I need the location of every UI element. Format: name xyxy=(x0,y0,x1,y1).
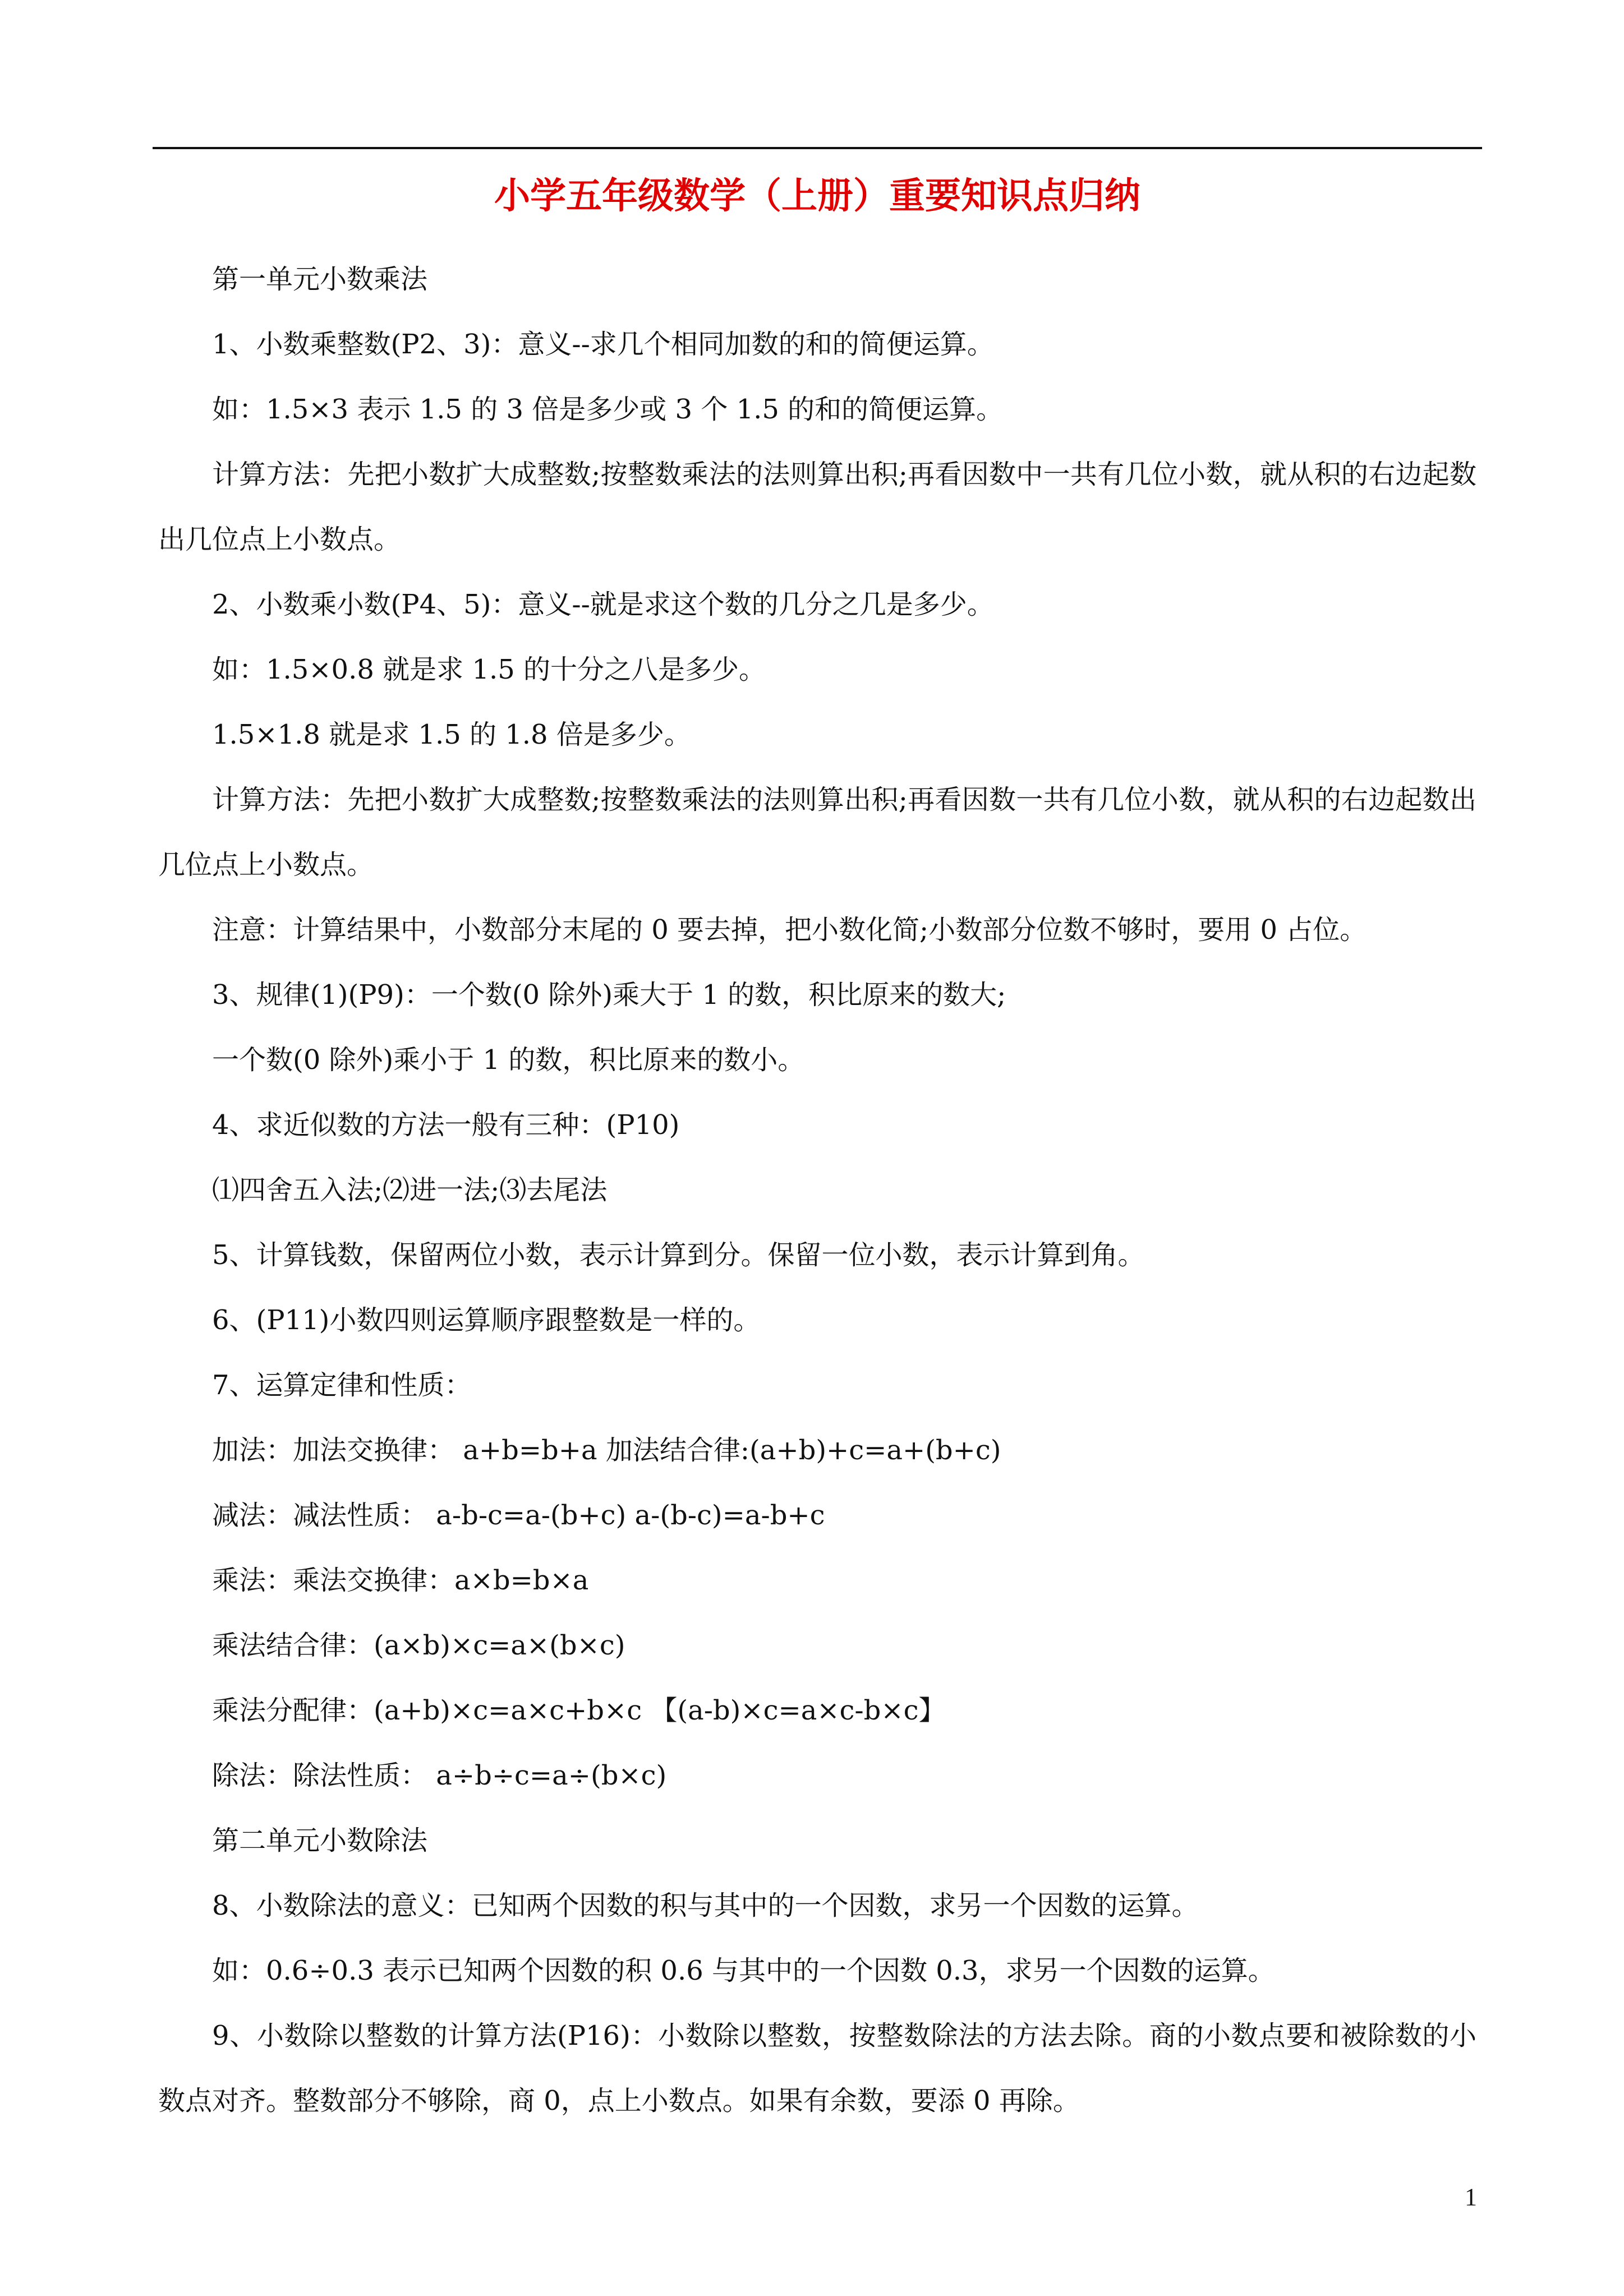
paragraph-16: 加法：加法交换律： a+b=b+a 加法结合律:(a+b)+c=a+(b+c) xyxy=(212,1435,1001,1466)
paragraph-3: 计算方法：先把小数扩大成整数;按整数乘法的法则算出积;再看因数中一共有几位小数，就从积的右边起数出几位点上小数点。 xyxy=(158,459,1476,555)
paragraph-8: 注意：计算结果中，小数部分末尾的 0 要去掉，把小数化简;小数部分位数不够时，要用 0 占位。 xyxy=(212,914,1367,946)
paragraph-9: 3、规律(1)(P9)：一个数(0 除外)乘大于 1 的数，积比原来的数大; xyxy=(212,979,1006,1011)
page-title: 小学五年级数学（上册）重要知识点归纳 xyxy=(494,175,1140,217)
body-text xyxy=(158,247,1476,2133)
paragraph-23: 如：0.6÷0.3 表示已知两个因数的积 0.6 与其中的一个因数 0.3，求另一个因数的运算。 xyxy=(212,1955,1275,1986)
paragraph-15: 7、运算定律和性质： xyxy=(212,1370,472,1401)
paragraph-7: 计算方法：先把小数扩大成整数;按整数乘法的法则算出积;再看因数一共有几位小数，就从积的右边起数出几位点上小数点。 xyxy=(158,784,1476,880)
paragraph-13: 5、计算钱数，保留两位小数，表示计算到分。保留一位小数，表示计算到角。 xyxy=(212,1239,1145,1271)
header-rule xyxy=(153,147,1482,149)
paragraph-19: 乘法结合律：(a×b)×c=a×(b×c) xyxy=(212,1630,625,1661)
paragraph-14: 6、(P11)小数四则运算顺序跟整数是一样的。 xyxy=(212,1304,761,1336)
paragraph-20: 乘法分配律：(a+b)×c=a×c+b×c 【(a-b)×c=a×c-b×c】 xyxy=(212,1695,946,1726)
paragraph-4: 2、小数乘小数(P4、5)：意义--就是求这个数的几分之几是多少。 xyxy=(212,589,994,620)
paragraph-17: 减法：减法性质： a-b-c=a-(b+c) a-(b-c)=a-b+c xyxy=(212,1500,825,1531)
paragraph-unit-1-heading: 第一单元小数乘法 xyxy=(212,264,428,295)
paragraph-5: 如：1.5×0.8 就是求 1.5 的十分之八是多少。 xyxy=(212,654,766,685)
paragraph-6: 1.5×1.8 就是求 1.5 的 1.8 倍是多少。 xyxy=(212,719,691,750)
page-number: 1 xyxy=(1465,2183,1477,2211)
paragraph-12: ⑴四舍五入法;⑵进一法;⑶去尾法 xyxy=(212,1174,608,1206)
paragraph-21: 除法：除法性质： a÷b÷c=a÷(b×c) xyxy=(212,1760,667,1791)
paragraph-11: 4、求近似数的方法一般有三种：(P10) xyxy=(212,1109,680,1141)
paragraph-22: 8、小数除法的意义：已知两个因数的积与其中的一个因数，求另一个因数的运算。 xyxy=(212,1890,1199,1921)
paragraph-10: 一个数(0 除外)乘小于 1 的数，积比原来的数小。 xyxy=(212,1044,805,1076)
paragraph-2: 如：1.5×3 表示 1.5 的 3 倍是多少或 3 个 1.5 的和的简便运算。 xyxy=(212,394,1004,425)
paragraph-unit-2-heading: 第二单元小数除法 xyxy=(212,1825,428,1856)
paragraph-18: 乘法：乘法交换律：a×b=b×a xyxy=(212,1565,589,1596)
paragraph-24: 9、小数除以整数的计算方法(P16)：小数除以整数，按整数除法的方法去除。商的小数点要和被除数的小数点对齐。整数部分不够除，商 0，点上小数点。如果有余数，要添 0 再除。 xyxy=(158,2020,1476,2117)
paragraph-1: 1、小数乘整数(P2、3)：意义--求几个相同加数的和的简便运算。 xyxy=(212,329,994,360)
